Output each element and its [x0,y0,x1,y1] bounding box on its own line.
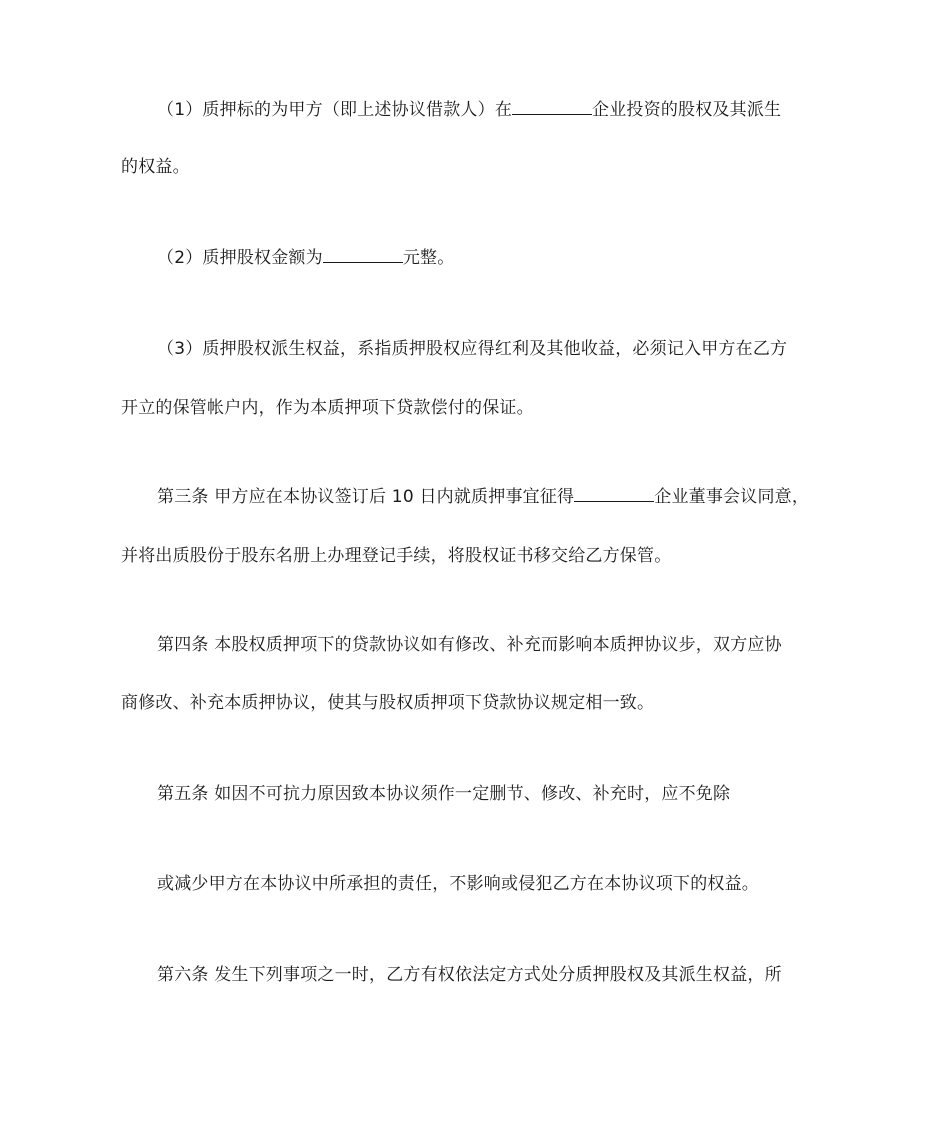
line-1-post: 企业投资的股权及其派生 [592,100,782,120]
text-line-6 [157,486,877,508]
line-1-pre: （1）质押标的为甲方（即上述协议借款人）在 [157,100,513,120]
text-line-7 [121,545,841,567]
text-line-8 [157,634,877,656]
line-6-pre: 第三条 甲方应在本协议签订后 10 日内就质押事宜征得 [157,487,575,507]
line-4-text: （3）质押股权派生权益，系指质押股权应得红利及其他收益，必须记入甲方在乙方 [157,339,788,359]
line-8-text: 第四条 本股权质押项下的贷款协议如有修改、补充而影响本质押协议步，双方应协 [157,635,782,655]
line-9-text: 商修改、补充本质押协议，使其与股权质押项下贷款协议规定相一致。 [121,693,655,713]
line-11-text: 或减少甲方在本协议中所承担的责任，不影响或侵犯乙方在本协议项下的权益。 [157,874,759,894]
text-line-9 [121,692,841,714]
text-line-3 [157,247,877,269]
fill-in-blank [323,247,403,263]
line-3-post: 元整。 [402,248,455,268]
line-2-text: 的权益。 [121,157,190,177]
fill-in-blank [574,486,654,502]
line-10-text: 第五条 如因不可抗力原因致本协议须作一定删节、修改、补充时，应不免除 [157,784,731,804]
text-line-5 [121,397,841,419]
text-line-11 [157,873,877,895]
line-3-pre: （2）质押股权金额为 [157,248,323,268]
line-6-post: 企业董事会议同意， [654,487,810,507]
fill-in-blank [512,99,592,115]
line-12-text: 第六条 发生下列事项之一时，乙方有权依法定方式处分质押股权及其派生权益，所 [157,965,782,985]
text-line-12 [157,964,877,986]
text-line-10 [157,783,877,805]
text-line-4 [157,338,877,360]
line-7-text: 并将出质股份于股东名册上办理登记手续，将股权证书移交给乙方保管。 [121,546,672,566]
line-5-text: 开立的保管帐户内，作为本质押项下贷款偿付的保证。 [121,398,534,418]
text-line-1 [157,99,877,121]
text-line-2 [121,156,841,178]
